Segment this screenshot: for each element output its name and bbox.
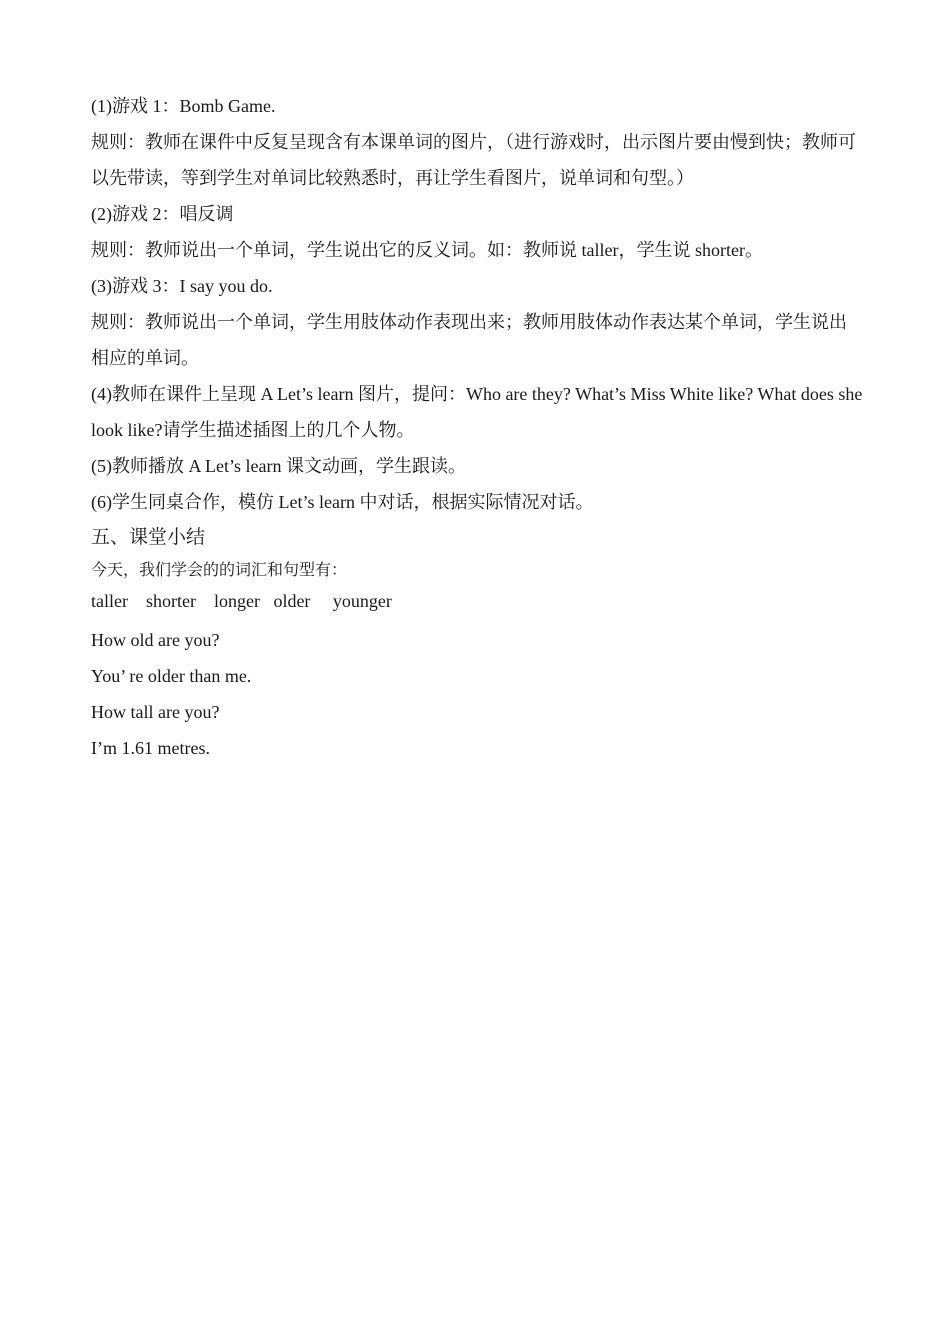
vocabulary-list: taller shorter longer older younger <box>91 591 392 611</box>
step-6: (6)学生同桌合作，模仿 Let’s learn 中对话，根据实际情况对话。 <box>91 492 594 512</box>
step-4: (4)教师在课件上呈现 A Let’s learn 图片，提问：Who are they? What’s Miss White like? What does she look like?请学生描述插图上的几个人物。 <box>91 384 863 440</box>
game1-title: (1)游戏 1：Bomb Game. <box>91 96 276 116</box>
game2-title: (2)游戏 2：唱反调 <box>91 204 234 224</box>
game3-rule: 规则：教师说出一个单词，学生用肢体动作表现出来；教师用肢体动作表达某个单词，学生说出相应的单词。 <box>91 312 847 368</box>
game1-rule: 规则：教师在课件中反复呈现含有本课单词的图片，（进行游戏时，出示图片要由慢到快；教师可以先带读，等到学生对单词比较熟悉时，再让学生看图片，说单词和句型。） <box>91 132 856 188</box>
sentence-1: How old are you? <box>91 630 220 650</box>
game3-title: (3)游戏 3：I say you do. <box>91 276 273 296</box>
step-5: (5)教师播放 A Let’s learn 课文动画，学生跟读。 <box>91 456 466 476</box>
summary-intro: 今天，我们学会的的词汇和句型有： <box>91 562 348 579</box>
sentence-4: I’m 1.61 metres. <box>91 738 210 758</box>
section-5-heading: 五、课堂小结 <box>91 527 206 548</box>
document-body <box>91 88 863 766</box>
sentence-3: How tall are you? <box>91 702 220 722</box>
game2-rule: 规则：教师说出一个单词，学生说出它的反义词。如：教师说 taller，学生说 shorter。 <box>91 240 763 260</box>
sentence-2: You’ re older than me. <box>91 666 252 686</box>
